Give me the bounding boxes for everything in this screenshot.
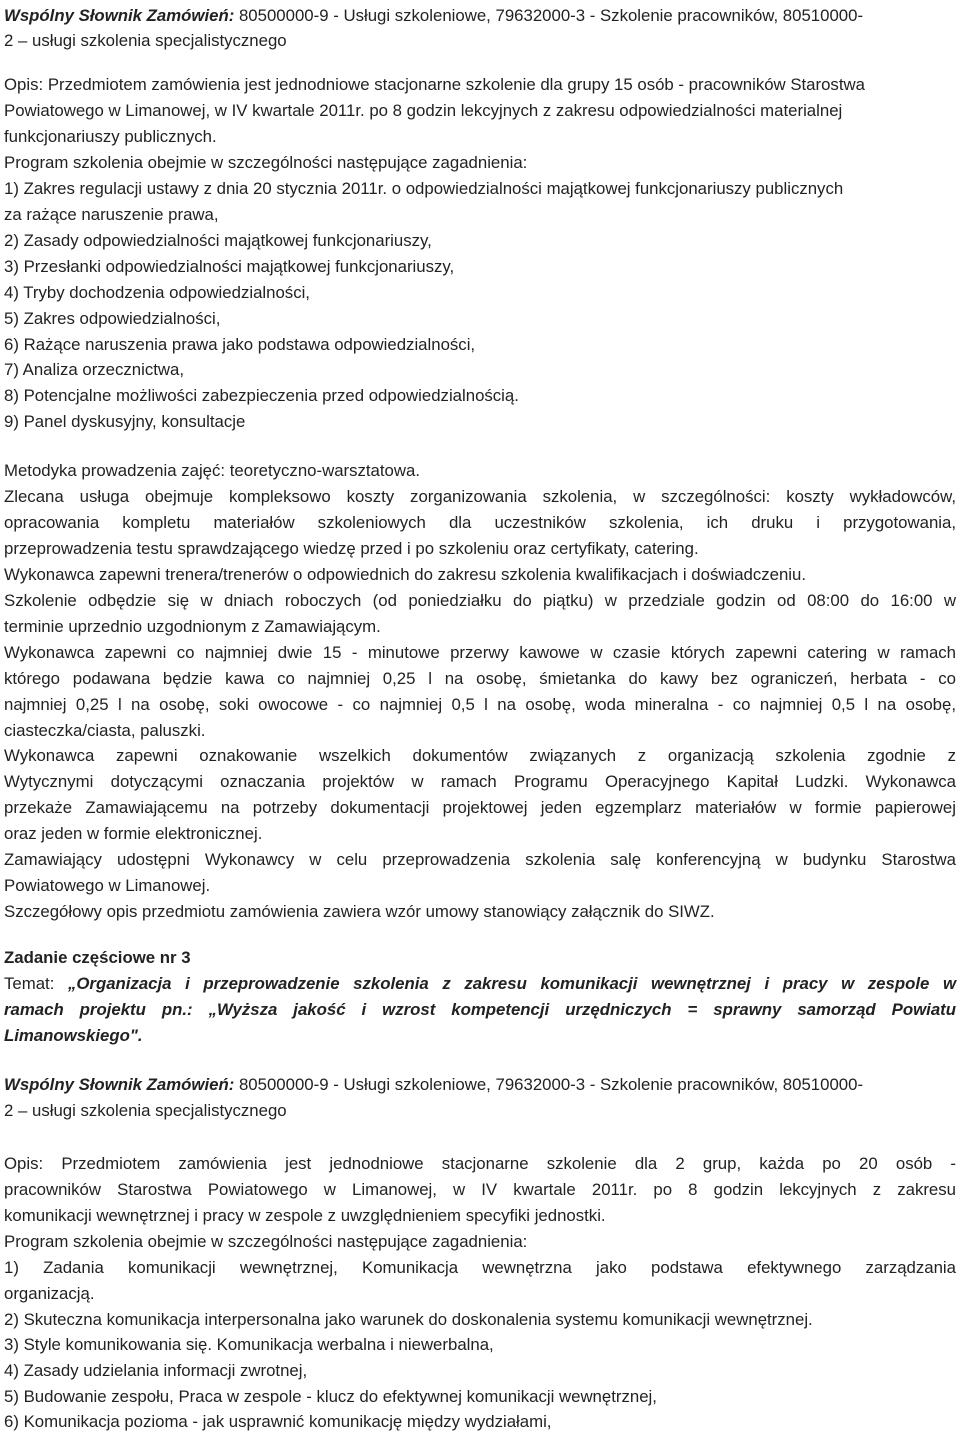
program-intro: Program szkolenia obejmie w szczególności następujące zagadnienia: <box>4 153 528 172</box>
topic-label: Temat: <box>4 974 68 993</box>
body-line: oraz jeden w formie elektronicznej. <box>4 824 263 843</box>
program-item: 4) Tryby dochodzenia odpowiedzialności, <box>4 283 310 302</box>
program-item: 2) Skuteczna komunikacja interpersonalna jako warunek do doskonalenia systemu komunikacji wewnętrznej. <box>4 1310 813 1329</box>
body-line: Wykonawca zapewni trenera/trenerów o odpowiednich do zakresu szkolenia kwalifikacjach i doświadczeniu. <box>4 565 807 584</box>
body-line: przeprowadzenia testu sprawdzającego wiedzę przed i po szkoleniu oraz certyfikaty, catering. <box>4 539 699 558</box>
cpv-label: Wspólny Słownik Zamówień: <box>4 1075 235 1094</box>
program-item: 6) Komunikacja pozioma - jak usprawnić komunikację między wydziałami, <box>4 1412 552 1431</box>
topic-line-3: Limanowskiego". <box>4 1026 143 1045</box>
description-line: komunikacji wewnętrznej i pracy w zespole z uwzględnieniem specyfiki jednostki. <box>4 1206 606 1225</box>
body-line: terminie uprzednio uzgodnionym z Zamawiającym. <box>4 617 381 636</box>
methodology-line: Metodyka prowadzenia zajęć: teoretyczno-warsztatowa. <box>4 461 420 480</box>
cpv-line-1 <box>4 1072 956 1098</box>
description-line: funkcjonariuszy publicznych. <box>4 127 217 146</box>
program-item: 3) Przesłanki odpowiedzialności majątkowej funkcjonariuszy, <box>4 257 455 276</box>
topic-title: „Organizacja i przeprowadzenie szkolenia z zakresu komunikacji wewnętrznej i pracy w zespole w <box>67 974 956 993</box>
program-item: 2) Zasady odpowiedzialności majątkowej funkcjonariuszy, <box>4 231 432 250</box>
description-line: pracowników Starostwa Powiatowego w Limanowej, w IV kwartale 2011r. po 8 godzin lekcyjnych z zakresu <box>4 1180 956 1199</box>
program-item: 7) Analiza orzecznictwa, <box>4 360 185 379</box>
description-line: Opis: Przedmiotem zamówienia jest jednodniowe stacjonarne szkolenie dla grupy 15 osób - pracowników Starostwa <box>4 75 865 94</box>
body-line: Wykonawca zapewni co najmniej dwie 15 - minutowe przerwy kawowe w czasie których zapewni catering w ramach <box>4 643 956 662</box>
cpv-line-2: 2 – usługi szkolenia specjalistycznego <box>4 31 287 50</box>
program-item: 5) Budowanie zespołu, Praca w zespole - klucz do efektywnej komunikacji wewnętrznej, <box>4 1387 657 1406</box>
program-item: 9) Panel dyskusyjny, konsultacje <box>4 412 246 431</box>
body-line: Powiatowego w Limanowej. <box>4 876 211 895</box>
body-line: Wykonawca zapewni oznakowanie wszelkich dokumentów związanych z organizacją szkolenia zgodnie z <box>4 746 956 765</box>
program-item: 1) Zakres regulacji ustawy z dnia 20 stycznia 2011r. o odpowiedzialności majątkowej funkcjonariuszy publicznych <box>4 179 844 198</box>
program-item: 3) Style komunikowania się. Komunikacja werbalna i niewerbalna, <box>4 1335 494 1354</box>
program-item: 8) Potencjalne możliwości zabezpieczenia przed odpowiedzialnością. <box>4 386 519 405</box>
program-item: za rażące naruszenie prawa, <box>4 205 219 224</box>
body-line: przekaże Zamawiającemu na potrzeby dokumentacji projektowej jeden egzemplarz materiałów w formie papierowej <box>4 798 956 817</box>
cpv-codes: 80500000-9 - Usługi szkoleniowe, 79632000-3 - Szkolenie pracowników, 80510000- <box>234 6 864 25</box>
program-item: 5) Zakres odpowiedzialności, <box>4 309 221 328</box>
topic-line-2: ramach projektu pn.: „Wyższa jakość i wzrost kompetencji urzędniczych = sprawny samorząd Powiatu <box>4 1000 956 1019</box>
program-item: 1) Zadania komunikacji wewnętrznej, Komunikacja wewnętrzna jako podstawa efektywnego zarządzania <box>4 1258 956 1277</box>
task-heading: Zadanie częściowe nr 3 <box>4 948 191 967</box>
program-item: 4) Zasady udzielania informacji zwrotnej, <box>4 1361 308 1380</box>
topic-line-1 <box>4 971 956 997</box>
cpv-label: Wspólny Słownik Zamówień: <box>4 6 235 25</box>
body-line: którego podawana będzie kawa co najmniej 0,25 l na osobę, śmietanka do kawy bez ograniczeń, herbata - co <box>4 669 956 688</box>
cpv-codes: 80500000-9 - Usługi szkoleniowe, 79632000-3 - Szkolenie pracowników, 80510000- <box>234 1075 864 1094</box>
body-line: opracowania kompletu materiałów szkoleniowych dla uczestników szkolenia, ich druku i przygotowania, <box>4 513 956 532</box>
body-line: Szczegółowy opis przedmiotu zamówienia zawiera wzór umowy stanowiący załącznik do SIWZ. <box>4 902 715 921</box>
cpv-line-1 <box>4 3 956 29</box>
description-line: Opis: Przedmiotem zamówienia jest jednodniowe stacjonarne szkolenie dla 2 grup, każda po 20 osób - <box>4 1154 956 1173</box>
program-item: organizacją. <box>4 1284 95 1303</box>
body-line: Wytycznymi dotyczącymi oznaczania projektów w ramach Programu Operacyjnego Kapitał Ludzki. Wykonawca <box>4 772 956 791</box>
body-line: Szkolenie odbędzie się w dniach roboczych (od poniedziałku do piątku) w przedziale godzin od 08:00 do 16:00 w <box>4 591 956 610</box>
body-line: Zlecana usługa obejmuje kompleksowo koszty zorganizowania szkolenia, w szczególności: koszty wykładowców, <box>4 487 956 506</box>
body-line: ciasteczka/ciasta, paluszki. <box>4 721 206 740</box>
cpv-line-2: 2 – usługi szkolenia specjalistycznego <box>4 1101 287 1120</box>
body-line: najmniej 0,25 l na osobę, soki owocowe - co najmniej 0,5 l na osobę, woda mineralna - co najmniej 0,5 l na osobę, <box>4 695 956 714</box>
body-line: Zamawiający udostępni Wykonawcy w celu przeprowadzenia szkolenia salę konferencyjną w budynku Starostwa <box>4 850 956 869</box>
description-line: Powiatowego w Limanowej, w IV kwartale 2011r. po 8 godzin lekcyjnych z zakresu odpowiedzialności materialnej <box>4 101 843 120</box>
program-intro: Program szkolenia obejmie w szczególności następujące zagadnienia: <box>4 1232 528 1251</box>
program-item: 6) Rażące naruszenia prawa jako podstawa odpowiedzialności, <box>4 335 476 354</box>
